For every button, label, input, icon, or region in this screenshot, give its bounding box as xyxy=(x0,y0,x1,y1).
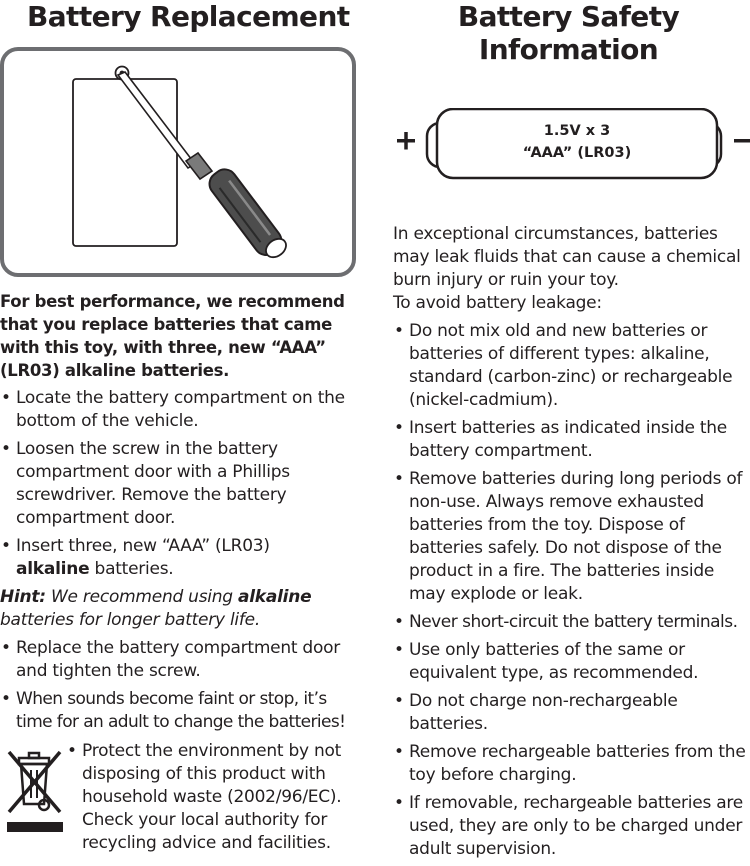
hint-bold: alkaline xyxy=(238,587,312,607)
battery-safety-column xyxy=(393,0,750,859)
safety-item: • Use only batteries of the same or equivalent type, as recommended. xyxy=(393,639,750,685)
step-replace-door: • Replace the battery compartment door and tighten the screw. xyxy=(0,637,362,683)
safety-item: • Do not charge non-rechargeable batteries. xyxy=(393,690,750,736)
hint-text-b: batteries for longer battery life. xyxy=(0,610,260,630)
battery-spec: 1.5V x 3 xyxy=(543,123,611,139)
title-line-2: Information xyxy=(478,33,659,66)
safety-information xyxy=(393,223,750,866)
safety-item: • Do not mix old and new batteries or batteries of different types: alkaline, standard (carbon-zinc) or rechargeable (nickel-cadmium). xyxy=(393,320,750,412)
title-line-1: Battery Safety xyxy=(457,0,680,33)
step-insert xyxy=(0,535,362,581)
step-loosen-screw: • Loosen the screw in the battery compartment door with a Phillips screwdriver. Remove the battery compartment door. xyxy=(0,438,362,530)
hint-text-a: We recommend using xyxy=(45,587,238,607)
replacement-steps xyxy=(0,387,362,739)
battery-replacement-title: Battery Replacement xyxy=(27,0,350,33)
leak-warning: In exceptional circumstances, batteries may leak fluids that can cause a chemical burn injury or ruin your toy. xyxy=(393,224,741,290)
insert-bold: alkaline xyxy=(16,559,90,579)
battery-type: “AAA” (LR03) xyxy=(522,145,632,161)
safety-item: • If removable, rechargeable batteries are used, they are only to be charged under adult supervision. xyxy=(393,792,750,861)
hint-label: Hint: xyxy=(0,587,46,607)
safety-item: • Never short-circuit the battery terminals. xyxy=(393,611,750,634)
crossed-bin-icon xyxy=(4,746,66,832)
environment-notice xyxy=(0,740,362,860)
safety-item: • Insert batteries as indicated inside the battery compartment. xyxy=(393,417,750,463)
battery-label xyxy=(437,120,717,164)
safety-item: • Remove batteries during long periods of non-use. Always remove exhausted batteries from the toy. Dispose of batteries safely. Do not dispose of the product in a fire. The batteries inside may explode or leak. xyxy=(393,468,750,606)
step-locate: • Locate the battery compartment on the bottom of the vehicle. xyxy=(0,387,362,433)
environment-text: • Protect the environment by not disposing of this product with household waste (2002/96/EC). Check your local authority for recycling advice and facilities. xyxy=(66,740,362,855)
avoid-leakage-label: To avoid battery leakage: xyxy=(393,293,602,313)
insert-suffix: batteries. xyxy=(89,559,174,579)
battery-safety-title xyxy=(393,0,750,66)
battery-replacement-column xyxy=(0,0,362,853)
screwdriver-illustration xyxy=(0,47,358,279)
step-change-batteries: • When sounds become faint or stop, it’s time for an adult to change the batteries! xyxy=(0,688,362,734)
performance-recommendation: For best performance, we recommend that you replace batteries that came with this toy, with three, new “AAA” (LR03) alkaline batteries. xyxy=(0,292,345,380)
insert-prefix: Insert three, new “AAA” (LR03) xyxy=(16,536,270,556)
safety-item: • Remove rechargeable batteries from the toy before charging. xyxy=(393,741,750,787)
hint xyxy=(0,586,362,632)
environment-text-block xyxy=(66,740,362,860)
battery-diagram xyxy=(393,108,750,180)
